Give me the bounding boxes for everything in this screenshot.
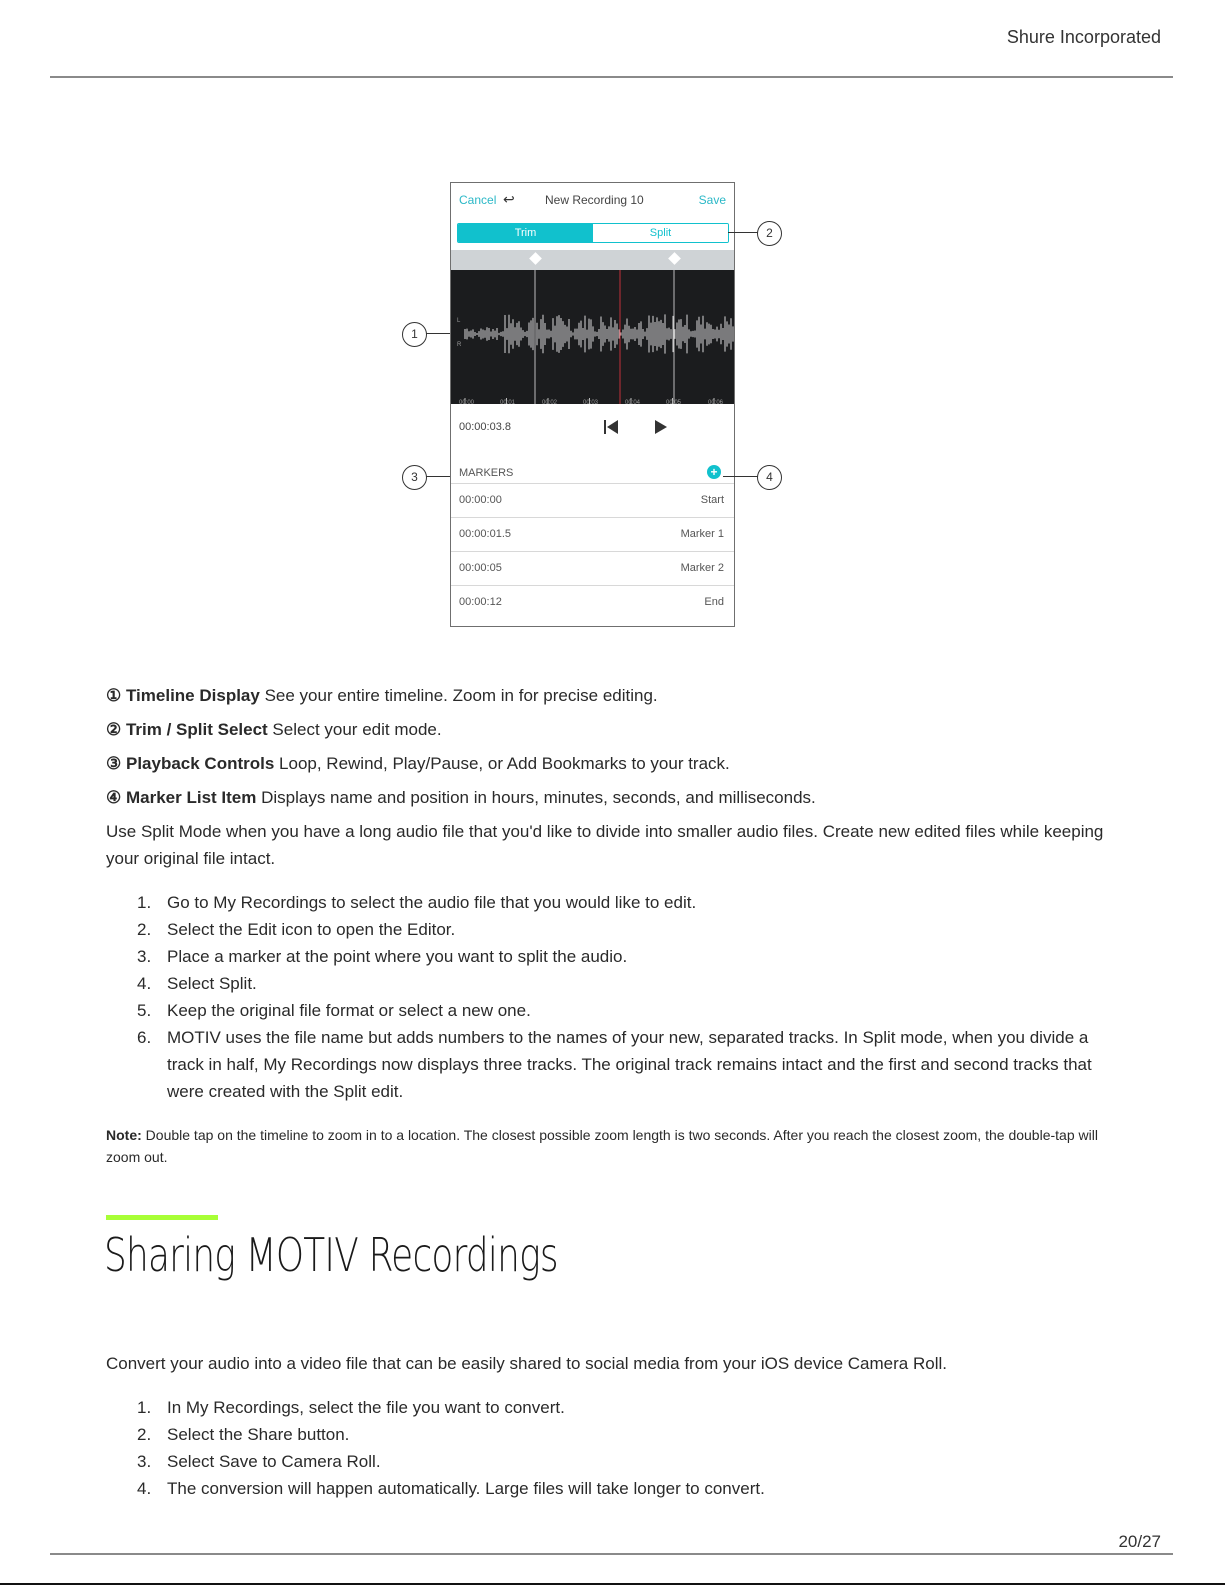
step-text: Select Split. <box>167 974 257 993</box>
callout-1: 1 <box>402 322 427 347</box>
callout-leader-line <box>723 476 758 477</box>
timeline-label: 00:02 <box>542 400 558 406</box>
step-text: Place a marker at the point where you want to split the audio. <box>167 947 628 966</box>
marker-name: Marker 1 <box>680 528 724 540</box>
section-accent-bar <box>106 1215 218 1220</box>
legend-mark: ① <box>106 686 122 705</box>
legend-term: Timeline Display <box>125 686 260 705</box>
callout-4: 4 <box>757 465 782 490</box>
list-item: 3. Select Save to Camera Roll. <box>137 1452 381 1471</box>
callout-leader-line <box>728 232 758 233</box>
marker-time: 00:00:05 <box>459 562 502 574</box>
marker-list-item[interactable] <box>451 483 734 517</box>
marker-name: Marker 2 <box>680 562 724 574</box>
trim-handle-bar[interactable] <box>451 250 734 270</box>
legend-item <box>106 716 1116 743</box>
list-item: 4. Select Split. <box>137 974 257 993</box>
legend-desc: See your entire timeline. Zoom in for precise editing. <box>259 686 658 705</box>
legend-term: Marker List Item <box>125 788 257 807</box>
legend-mark: ② <box>106 720 122 739</box>
list-item: 1. In My Recordings, select the file you want to convert. <box>137 1398 565 1417</box>
step-text: Keep the original file format or select a new one. <box>167 1001 531 1020</box>
callout-leader-line <box>425 476 450 477</box>
marker-time: 00:00:01.5 <box>459 528 511 540</box>
step-text: Select Save to Camera Roll. <box>167 1452 381 1471</box>
marker-time: 00:00:12 <box>459 596 502 608</box>
list-item: 2. Select the Share button. <box>137 1425 350 1444</box>
marker-list-item[interactable] <box>451 517 734 551</box>
editor-screenshot <box>450 182 735 627</box>
legend-desc: Displays name and position in hours, minutes, seconds, and milliseconds. <box>256 788 816 807</box>
timeline-label: 00:01 <box>500 400 516 406</box>
current-time: 00:00:03.8 <box>459 421 511 433</box>
list-item: 4. The conversion will happen automatically. Large files will take longer to convert. <box>137 1479 765 1498</box>
editor-top-bar <box>451 183 734 219</box>
step-text: The conversion will happen automatically. Large files will take longer to convert. <box>167 1479 765 1498</box>
list-item: 3. Place a marker at the point where you want to split the audio. <box>137 947 628 966</box>
step-text: Select the Edit icon to open the Editor. <box>167 920 456 939</box>
marker-time: 00:00:00 <box>459 494 502 506</box>
legend-desc: Select your edit mode. <box>267 720 442 739</box>
marker-list-item[interactable] <box>451 551 734 585</box>
marker-name: Start <box>700 494 724 506</box>
note-label: Note: <box>106 1127 142 1143</box>
timeline-label: 00:04 <box>625 400 641 406</box>
list-item: 6. MOTIV uses the file name but adds numbers to the names of your new, separated tracks. In Split mode, when you divide a track in half, My Recordings now displays three tracks. The original track remains intact and the first and second tracks that were created with the Split edit. <box>137 1028 1092 1101</box>
waveform <box>451 270 734 404</box>
footer-divider <box>50 1553 1173 1555</box>
note <box>106 1124 1116 1168</box>
list-item: 1. Go to My Recordings to select the audio file that you would like to edit. <box>137 893 697 912</box>
add-marker-button[interactable]: + <box>707 465 721 479</box>
legend-desc: Loop, Rewind, Play/Pause, or Add Bookmarks to your track. <box>274 754 730 773</box>
split-intro: Use Split Mode when you have a long audio file that you'd like to divide into smaller audio files. Create new edited files while keeping your original file intact. <box>106 822 1104 868</box>
split-steps-list <box>137 889 1122 1105</box>
step-text: MOTIV uses the file name but adds numbers to the names of your new, separated tracks. In Split mode, when you divide a track in half, My Recordings now displays three tracks. The original track remains intact and the first and second tracks that were created with the Split edit. <box>167 1028 1092 1101</box>
list-item: 5. Keep the original file format or select a new one. <box>137 1001 531 1020</box>
markers-header: MARKERS <box>459 467 514 479</box>
trim-tab[interactable]: Trim <box>458 224 593 242</box>
callout-2: 2 <box>757 221 782 246</box>
step-text: Select the Share button. <box>167 1425 350 1444</box>
legend-term: Playback Controls <box>125 754 275 773</box>
legend-term: Trim / Split Select <box>125 720 268 739</box>
list-item: 2. Select the Edit icon to open the Editor. <box>137 920 456 939</box>
legend-item <box>106 784 1116 811</box>
callout-3: 3 <box>402 465 427 490</box>
left-channel-label: L <box>457 318 461 324</box>
header-divider <box>50 76 1173 78</box>
share-steps-list <box>137 1394 1122 1502</box>
timeline-label: 00:06 <box>708 400 724 406</box>
recording-title: New Recording 10 <box>545 193 644 207</box>
save-button[interactable]: Save <box>698 193 726 207</box>
legend-item <box>106 682 1116 709</box>
timeline-label: 00:03 <box>583 400 599 406</box>
legend-mark: ③ <box>106 754 122 773</box>
marker-list-item[interactable] <box>451 585 734 619</box>
legend-mark: ④ <box>106 788 122 807</box>
split-tab[interactable]: Split <box>593 224 728 242</box>
trim-split-toggle[interactable] <box>457 223 729 243</box>
play-icon[interactable] <box>653 419 669 435</box>
right-channel-label: R <box>457 342 462 348</box>
header-company: Shure Incorporated <box>1006 27 1161 47</box>
legend-item <box>106 750 1116 777</box>
playback-controls <box>451 404 734 448</box>
marker-name: End <box>704 596 724 608</box>
note-text: Double tap on the timeline to zoom in to a location. The closest possible zoom length is two seconds. After you reach the closest zoom, the double-tap will zoom out. <box>106 1127 1098 1165</box>
page-number: 20/27 <box>1118 1532 1161 1551</box>
undo-icon[interactable]: ↩ <box>503 191 515 207</box>
timeline-display[interactable] <box>451 270 734 404</box>
rewind-icon[interactable] <box>603 419 619 435</box>
callout-leader-line <box>425 333 450 334</box>
step-text: In My Recordings, select the file you want to convert. <box>167 1398 565 1417</box>
cancel-button[interactable]: Cancel <box>459 193 497 207</box>
step-text: Go to My Recordings to select the audio file that you would like to edit. <box>167 893 697 912</box>
section-title: Sharing MOTIV Recordings <box>104 1228 558 1282</box>
share-intro: Convert your audio into a video file that can be easily shared to social media from your iOS device Camera Roll. <box>106 1354 947 1373</box>
timeline-label: 00:05 <box>666 400 682 406</box>
timeline-label: 00:00 <box>459 400 475 406</box>
